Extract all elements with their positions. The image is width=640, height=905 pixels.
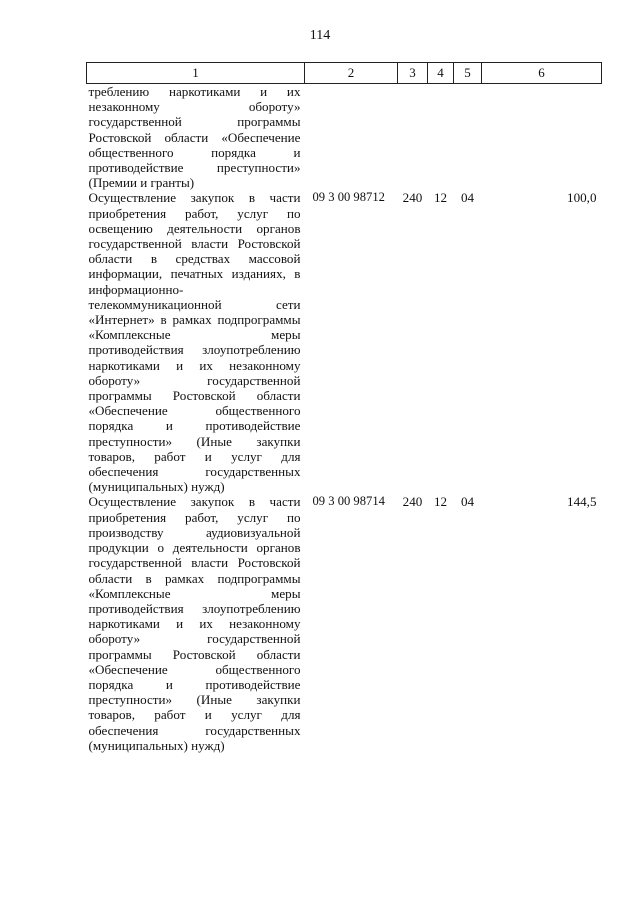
row-section [428,84,454,191]
table-row [87,494,602,752]
row-expense-type [398,84,428,191]
row-section: 12 [433,494,448,510]
row-expense-type: 240 [402,494,423,510]
budget-table [86,62,602,753]
table-header [87,63,602,84]
header-row [87,63,602,84]
row-target-code: 09 3 00 98714 [312,494,385,509]
row-target-code: 09 3 00 98712 [312,190,385,205]
row-expense-type: 240 [402,190,423,206]
header-col-4: 4 [428,63,454,84]
row-subsection: 04 [460,494,475,510]
row-amount: 100,0 [567,190,597,206]
row-subsection: 04 [460,190,475,206]
table-row [87,84,602,191]
row-amount: 144,5 [567,494,597,510]
row-subsection [454,84,482,191]
row-description: треблению наркотиками и их незаконному обороту» государственной программы Ростовской области «Обеспечение общественного порядка и противодействие преступности» (Премии и гранты) [88,84,301,191]
row-description: Осуществление закупок в части приобретения работ, услуг по производству аудиовизуальной продукции о деятельности органов государственной власти Ростовской области в рамках подпрограммы «Комплексные меры противодействия злоупотреблению наркотиками и их незаконному обороту» государственной программы Ростовской области «Обеспечение общественного порядка и противодействие преступности» (Иные закупки товаров, работ и услуг для обеспечения государственных (муниципальных) нужд) [88,494,301,753]
row-target-code [305,84,398,191]
row-section: 12 [433,190,448,206]
header-col-2: 2 [305,63,398,84]
table-row [87,190,602,494]
header-col-1: 1 [87,63,305,84]
header-col-5: 5 [454,63,482,84]
row-description: Осуществление закупок в части приобретения работ, услуг по освещению деятельности органов государственной власти Ростовской области в средствах массовой информации, печатных изданиях, в информационно-телекоммуникационной сети «Интернет» в рамках подпрограммы «Комплексные меры противодействия злоупотреблению наркотиками и их незаконному обороту» государственной программы Ростовской области «Обеспечение общественного порядка и противодействие преступности» (Иные закупки товаров, работ и услуг для обеспечения государственных (муниципальных) нужд) [88,190,301,495]
header-col-3: 3 [398,63,428,84]
row-amount [482,84,602,191]
page-number: 114 [309,28,331,43]
header-col-6: 6 [482,63,602,84]
table-body [87,84,602,753]
